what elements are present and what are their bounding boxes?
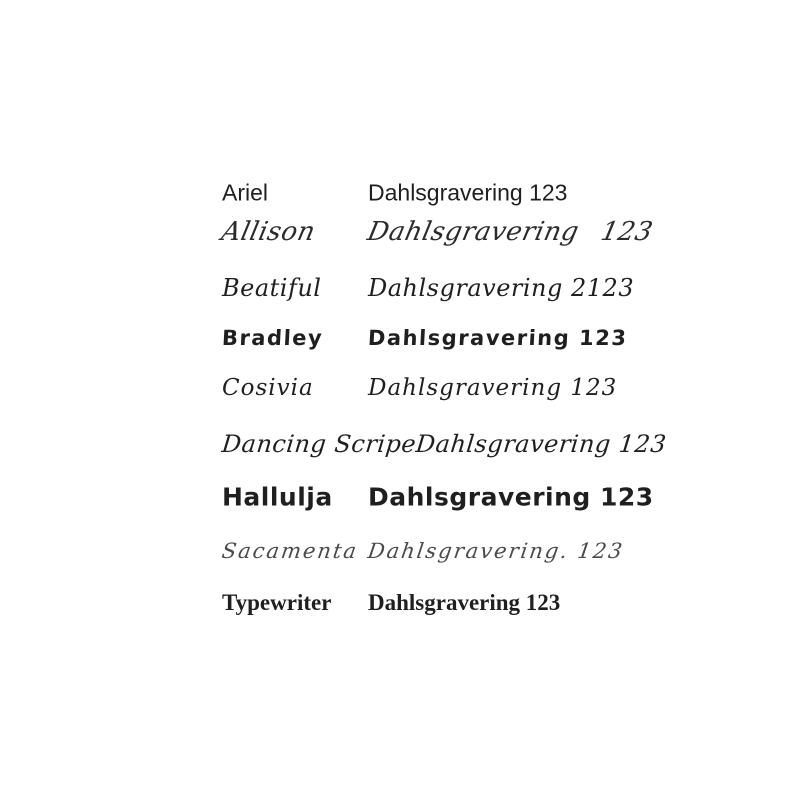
font-sample-row [222,539,624,563]
font-sample: Dahlsgravering 123 [368,375,618,401]
font-sample-row [222,180,567,207]
font-sample-row [222,274,634,302]
font-name: Ariel [222,179,269,206]
font-name: Bradley [221,326,324,350]
font-sample: Dahlsgravering 123 [368,179,568,206]
font-sample: Dahlsgravering 123 [367,326,629,350]
font-name: Cosivia [222,375,314,401]
font-name: Sacamenta [220,539,360,563]
font-sample-row [222,375,617,401]
font-sample-row [222,326,627,350]
font-sample-row [222,590,560,616]
font-sample-row [222,483,654,512]
font-sample: Dahlsgravering 123 [368,482,654,512]
font-sample-row [222,430,666,458]
font-name: Allison [218,217,319,247]
font-name: Typewriter [222,590,332,615]
font-name: Beatiful [222,274,322,302]
font-sample: Dahlsgravering 123 [414,430,668,458]
font-sample: Dahlsgravering 2123 [368,274,635,302]
font-sample: Dahlsgravering 123 [364,217,656,247]
font-name: Hallulja [222,482,333,512]
font-sample: Dahlsgravering. 123 [366,539,626,563]
font-name: Dancing Scripe [220,430,418,458]
font-sample-row [218,217,656,247]
font-sample: Dahlsgravering 123 [368,590,561,615]
